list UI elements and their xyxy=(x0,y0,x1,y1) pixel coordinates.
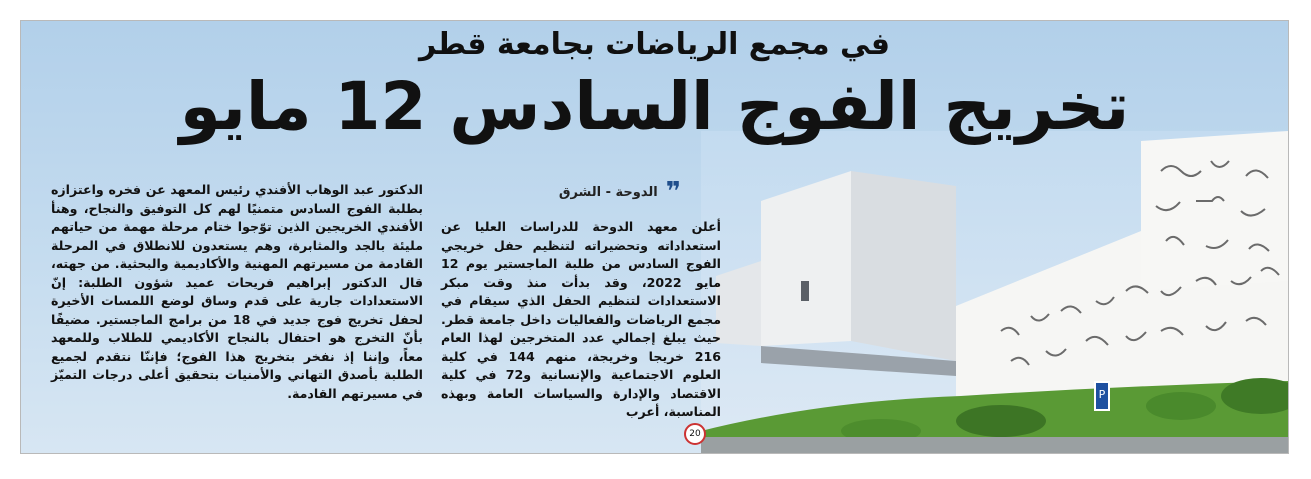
parking-sign-icon: P xyxy=(1094,381,1110,411)
bush xyxy=(956,405,1046,437)
article-frame xyxy=(20,20,1289,454)
article-column-right: أعلن معهد الدوحة للدراسات العليا عن استعداداته وتحضيراته لتنظيم حفل خريجي الفوج السادس من طلبة الماجستير يوم 12 مايو 2022، وقد بدأت منذ وقت مبكر الاستعدادات لتنظيم الحفل الذي سيقام في مجمع الرياضات والفعاليات داخل جامعة قطر. حيث يبلغ إجمالي عدد المتخرجين لهذا العام 216 خريجا وخريجة، منهم 144 في كلية العلوم الاجتماعية والإنسانية و72 في كلية الاقتصاد والإدارة والسياسات العامة وبهذه المناسبة، أعرب xyxy=(441,219,722,419)
speed-limit-sign: 20 xyxy=(684,423,706,445)
byline-location: الدوحة - الشرق xyxy=(558,184,658,200)
kicker-headline: في مجمع الرياضات بجامعة قطر xyxy=(418,27,891,62)
building-lower-block xyxy=(716,261,761,346)
road xyxy=(701,437,1288,453)
building-left-face xyxy=(761,171,851,346)
byline xyxy=(491,179,681,205)
article-column-left: الدكتور عبد الوهاب الأفندي رئيس المعهد عن فخره واعتزازه بطلبة الفوج السادس متمنيًا لهم كل التوفيق والنجاح، وهنأ الأفندي الخريجين الذين توّجوا ختام مرحلة مهمة من حياتهم مليئة بالجد والمثابرة، وهم يستعدون للانطلاق في المرحلة القادمة من مسيرتهم المهنية والأكاديمية والبحثية. من جهته، قال الدكتور إبراهيم فريحات عميد شؤون الطلبة: إنّ الاستعدادات جارية على قدم وساق لوضع اللمسات الأخيرة لحفل تخريج فوج جديد في 18 من برامج الماجستير. مضيفًا بأنّ التخرج هو احتفال بالنجاح الأكاديمي للطلاب وللمعهد معاً، وإننا إذ نفخر بتخريج هذا الفوج؛ فإننّا نتقدم لجميع الطلبة بأصدق التهاني والأمنيات بتحقيق أعلى درجات التميّز في مسيرتهم القادمة. xyxy=(51,182,423,401)
main-headline: تخريج الفوج السادس 12 مايو xyxy=(179,68,1130,145)
building-right-face xyxy=(851,171,956,361)
bush xyxy=(1146,392,1216,420)
building-sign xyxy=(801,281,809,301)
quote-icon: ❞ xyxy=(665,177,681,207)
headline-area xyxy=(21,21,1288,186)
